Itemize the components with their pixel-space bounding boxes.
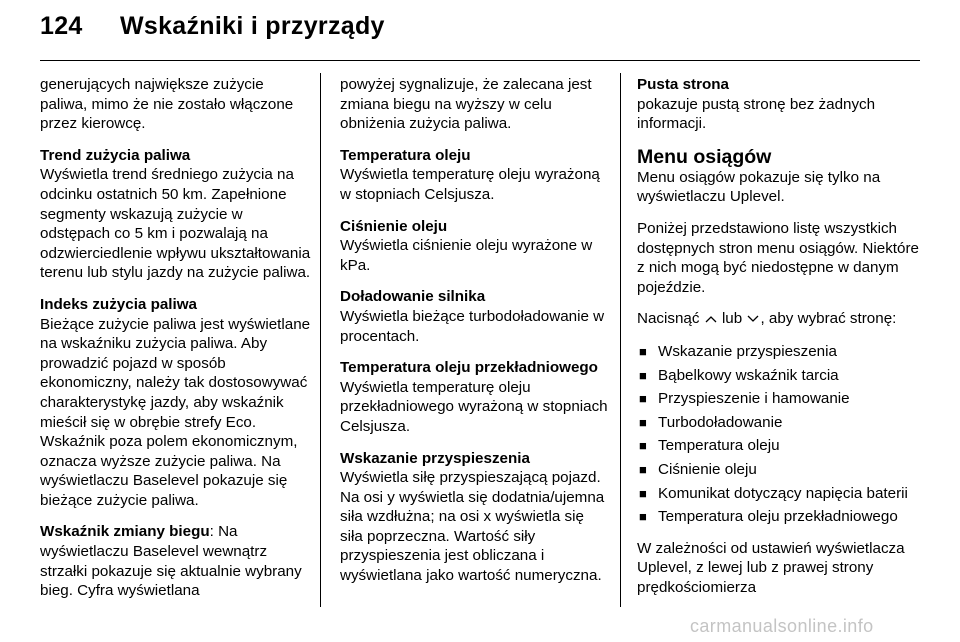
paragraph: generujących największe zużycie paliwa, mimo że nie zostało włączone przez kierowcę. <box>40 76 294 133</box>
paragraph <box>40 522 312 600</box>
section-heading: Ciśnienie oleju <box>340 217 448 235</box>
list-item-label: Turbodoładowanie <box>658 413 783 431</box>
page-list <box>637 342 927 527</box>
list-item-label: Bąbelkowy wskaźnik tarcia <box>658 366 839 384</box>
inline-text: , aby wybrać stronę: <box>760 310 897 328</box>
inline-text: : Na wyświetlaczu Baselevel wewnątrz strzałki pokazuje się aktualnie wybrany bieg. Cyfra wyświetlana <box>40 523 302 600</box>
paragraph: Poniżej przedstawiono listę wszystkich dostępnych stron menu osiągów. Niektóre z nich mogą być niedostępne w danym pojeździe. <box>637 219 919 296</box>
column-2 <box>340 75 608 598</box>
list-item <box>637 389 927 409</box>
list-item <box>637 342 927 362</box>
list-item <box>637 460 927 480</box>
column-divider <box>620 73 621 607</box>
column-3 <box>637 75 927 609</box>
column-divider <box>320 73 321 607</box>
list-item <box>637 413 927 433</box>
paragraph: Wyświetla siłę przyspieszającą pojazd. Na osi y wyświetla się dodatnia/ujemna siła wzdłużna; na osi x wyświetla się siła poprzeczna. Wartość siły przyspieszenia jest obliczana i wyświetlana jako wartość numeryczna. <box>340 469 605 585</box>
header-rule <box>40 60 920 61</box>
list-item-label: Temperatura oleju przekładniowego <box>658 508 898 526</box>
section-heading: Pusta strona <box>637 76 729 93</box>
paragraph: Menu osiągów pokazuje się tylko na wyświetlaczu Uplevel. <box>637 168 881 206</box>
list-item-label: Ciśnienie oleju <box>658 460 757 478</box>
list-item-label: Wskazanie przyspieszenia <box>658 342 837 360</box>
list-item <box>637 436 927 456</box>
bullet-icon: ■ <box>639 343 647 359</box>
chapter-title: Wskaźniki i przyrządy <box>120 12 385 40</box>
list-item <box>637 366 927 386</box>
inline-heading: Wskaźnik zmiany biegu <box>40 523 210 541</box>
bullet-icon: ■ <box>639 485 647 501</box>
paragraph: powyżej sygnalizuje, że zalecana jest zmiana biegu na wyższy w celu obniżenia zużycia paliwa. <box>340 76 592 133</box>
page-number: 124 <box>40 12 83 40</box>
bullet-icon: ■ <box>639 391 647 407</box>
paragraph: Wyświetla temperaturę oleju wyrażoną w stopniach Celsjusza. <box>340 166 600 203</box>
section-heading: Trend zużycia paliwa <box>40 146 191 164</box>
section-heading: Temperatura oleju przekładniowego <box>340 359 598 377</box>
list-item-label: Przyspieszenie i hamowanie <box>658 390 850 408</box>
list-item-label: Komunikat dotyczący napięcia baterii <box>658 484 908 502</box>
paragraph: Wyświetla temperaturę oleju przekładniowego wyrażoną w stopniach Celsjusza. <box>340 378 608 435</box>
paragraph <box>637 309 927 330</box>
section-heading: Temperatura oleju <box>340 146 471 164</box>
section-heading: Doładowanie silnika <box>340 288 486 306</box>
bullet-icon: ■ <box>639 461 647 477</box>
paragraph: pokazuje pustą stronę bez żadnych informacji. <box>637 95 876 133</box>
bullet-icon: ■ <box>639 509 647 525</box>
chevron-down-icon <box>746 310 760 330</box>
paragraph: Wyświetla bieżące turbodoładowanie w procentach. <box>340 307 605 345</box>
inline-text: lub <box>721 310 743 328</box>
section-heading: Wskazanie przyspieszenia <box>340 449 530 467</box>
inline-text: Nacisnąć <box>637 310 700 328</box>
bullet-icon: ■ <box>639 367 647 383</box>
chevron-up-icon <box>704 310 718 330</box>
paragraph: Bieżące zużycie paliwa jest wyświetlane na wskaźniku zużycia paliwa. Aby prowadzić pojazd w sposób ekonomiczny, należy tak dostosowywać charakterystykę jazdy, aby wskaźnik mieścił się w obrębie strefy Eco. Wskaźnik poza polem ekonomicznym, oznacza wyższe zużycie paliwa. Na wyświetlaczu Baselevel pokazuje się bieżące zużycie paliwa. <box>40 315 311 509</box>
paragraph: W zależności od ustawień wyświetlacza Uplevel, z lewej lub z prawej strony prędkościomierza <box>637 539 905 596</box>
bullet-icon: ■ <box>639 438 647 454</box>
bullet-icon: ■ <box>639 414 647 430</box>
section-heading: Indeks zużycia paliwa <box>40 295 197 313</box>
column-1 <box>40 75 312 613</box>
list-item <box>637 484 927 504</box>
list-item <box>637 507 927 527</box>
list-item-label: Temperatura oleju <box>658 437 780 455</box>
paragraph: Wyświetla ciśnienie oleju wyrażone w kPa. <box>340 237 593 274</box>
paragraph: Wyświetla trend średniego zużycia na odcinku ostatnich 50 km. Zapełnione segmenty wskazują zużycie w odstępach co 5 km i pozwalają na odzwierciedlenie wpływu ukształtowania terenu lub stylu jazdy na zużycie paliwa. <box>40 166 311 282</box>
menu-heading: Menu osiągów <box>637 145 772 168</box>
watermark: carmanualsonline.info <box>690 616 874 636</box>
